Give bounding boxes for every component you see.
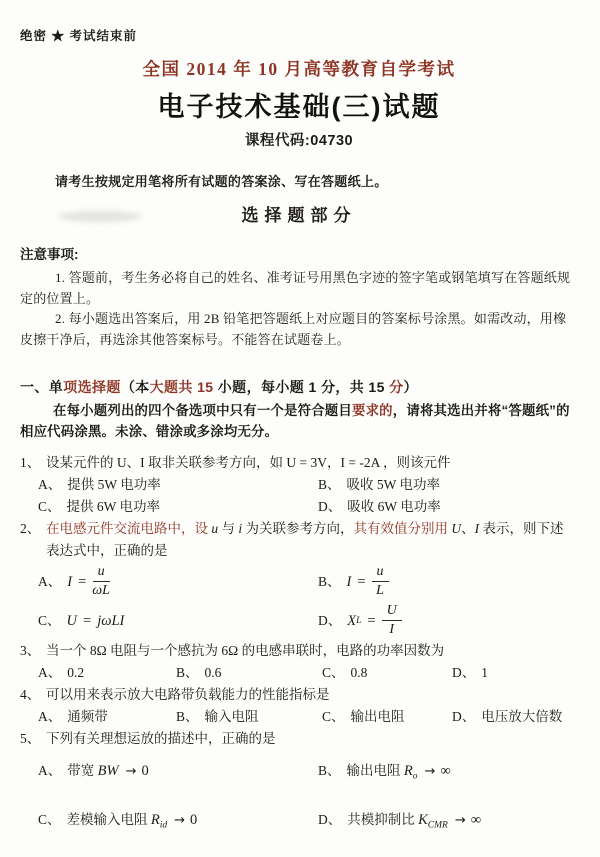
option-label: C、 xyxy=(38,811,61,827)
classification-banner: 绝密 ★ 考试结束前 xyxy=(20,29,137,43)
option-a xyxy=(38,759,318,789)
option-text: 0.2 xyxy=(67,665,85,680)
option-text: 提供 6W 电功率 xyxy=(66,499,161,514)
question-list xyxy=(20,452,578,837)
equals-sign: = xyxy=(367,612,376,629)
question-number: 4、 xyxy=(20,687,41,702)
question-stem: 可以用来表示放大电路带负载能力的性能指标是 xyxy=(46,687,330,702)
arrow-symbol: → xyxy=(454,812,466,828)
question-1-stem-row xyxy=(20,452,578,474)
option-b xyxy=(176,662,322,684)
question-1 xyxy=(20,452,578,518)
question-stem: 下列有关理想运放的描述中，正确的是 xyxy=(46,731,276,746)
option-label: D、 xyxy=(318,499,342,514)
question-3 xyxy=(20,640,578,684)
fraction xyxy=(92,564,110,598)
text-segment: 要求的 xyxy=(352,403,393,418)
question-4-options xyxy=(38,706,578,728)
option-a xyxy=(38,706,176,728)
question-3-stem-row xyxy=(20,640,578,662)
text-segment: ，请将其选出并将“答题纸”的相应代码涂黑。未涂、错涂或多涂均无分。 xyxy=(20,403,570,439)
option-text: 共模抑制比 xyxy=(347,811,419,827)
option-d xyxy=(452,662,578,684)
pen-instruction: 请考生按规定用笔将所有试题的答案涂、写在答题纸上。 xyxy=(55,174,388,189)
text-segment: 、 xyxy=(461,521,475,536)
option-text: 吸收 6W 电功率 xyxy=(347,499,441,514)
text-segment: 与 xyxy=(218,521,239,536)
question-2 xyxy=(20,518,578,640)
option-b xyxy=(318,562,578,601)
question-2-options-row-1 xyxy=(38,562,578,601)
fraction xyxy=(382,603,402,637)
exam-title: 全国 2014 年 10 月高等教育自学考试 xyxy=(142,59,456,79)
formula-lhs: X xyxy=(347,612,357,629)
text-segment: 一、单 xyxy=(20,379,64,395)
option-label: D、 xyxy=(318,811,342,827)
option-text: 0.8 xyxy=(350,665,368,680)
text-segment: 大题共 15 xyxy=(149,379,218,395)
option-label: C、 xyxy=(322,665,345,680)
arrow-symbol: → xyxy=(125,764,137,779)
option-c xyxy=(38,808,318,838)
scan-smudge xyxy=(58,211,142,222)
option-label: B、 xyxy=(318,763,341,778)
math-variable: R xyxy=(403,763,413,779)
option-b xyxy=(176,706,322,728)
option-text: 输入电阻 xyxy=(204,709,259,724)
question-stem: 当一个 8Ω 电阻与一个感抗为 6Ω 的电感串联时，电路的功率因数为 xyxy=(46,643,445,658)
math-variable: R xyxy=(150,811,160,828)
text-segment: 为关联参考方向， xyxy=(242,521,354,536)
question-stem xyxy=(46,518,578,562)
fraction xyxy=(372,564,389,598)
option-b xyxy=(318,474,578,496)
text-segment: 表示，则下述表达式中，正确的是 xyxy=(46,521,564,558)
text-segment: 在电感元件交流电路中，设 xyxy=(46,521,212,536)
formula-rhs: jωLI xyxy=(97,612,125,629)
option-label: A、 xyxy=(38,709,62,724)
question-5-stem-row xyxy=(20,728,578,750)
option-label: B、 xyxy=(318,477,341,492)
math-variable: BW xyxy=(97,763,119,779)
fraction-numerator: u xyxy=(372,564,389,582)
question-5-options-row-2 xyxy=(38,808,578,838)
text-segment: 其有效值分别用 xyxy=(353,521,452,536)
text-segment: 分 xyxy=(389,379,404,395)
formula-lhs: I xyxy=(346,573,352,590)
option-label: B、 xyxy=(176,665,199,680)
notice-item-2: 2. 每小题选出答案后，用 2B 铅笔把答题纸上对应题目的答案标号涂黑。如需改动，用橡皮擦干净后，再选涂其他答案标号。不能答在试题卷上。 xyxy=(20,311,567,347)
paper-title: 电子技术基础(三)试题 xyxy=(157,92,441,122)
option-d xyxy=(318,601,578,640)
equals-sign: = xyxy=(357,573,366,590)
part-title: 选择题部分 xyxy=(241,206,357,225)
option-label: D、 xyxy=(318,612,342,628)
option-c xyxy=(38,496,318,518)
course-code: 课程代码:04730 xyxy=(244,133,354,149)
text-segment: ） xyxy=(403,379,418,395)
fraction-numerator: u xyxy=(93,564,110,582)
option-label: A、 xyxy=(38,763,62,778)
question-4-stem-row xyxy=(20,684,578,706)
option-text: 吸收 5W 电功率 xyxy=(346,477,441,492)
math-variable: K xyxy=(418,811,428,828)
text-segment: 项选择题 xyxy=(63,379,121,395)
option-c xyxy=(38,601,318,640)
limit-value: ∞ xyxy=(440,763,451,779)
formula-lhs: I xyxy=(67,573,73,590)
option-text: 差模输入电阻 xyxy=(66,811,151,827)
question-5-options-row-1 xyxy=(38,759,578,789)
question-number: 5、 xyxy=(20,731,41,746)
option-label: C、 xyxy=(322,709,345,724)
arrow-symbol: → xyxy=(424,764,436,779)
option-label: C、 xyxy=(38,612,61,628)
option-c xyxy=(322,662,452,684)
question-3-options xyxy=(38,662,578,684)
limit-value: 0 xyxy=(141,763,149,779)
section1-intro xyxy=(20,400,578,442)
option-text: 输出电阻 xyxy=(346,763,404,778)
text-segment: u xyxy=(211,521,219,536)
text-segment: U xyxy=(451,521,462,536)
option-text: 带宽 xyxy=(67,763,98,778)
math-subscript: id xyxy=(159,820,168,831)
fraction-denominator: I xyxy=(389,622,394,637)
option-a xyxy=(38,474,318,496)
question-number: 2、 xyxy=(20,521,41,536)
fraction-numerator: U xyxy=(382,603,402,621)
question-2-stem-row xyxy=(20,518,578,562)
option-a xyxy=(38,562,318,601)
option-text: 通频带 xyxy=(67,709,108,724)
section1-heading xyxy=(20,377,578,397)
equals-sign: = xyxy=(83,612,92,629)
question-number: 1、 xyxy=(20,455,41,470)
option-label: A、 xyxy=(38,573,62,589)
option-text: 提供 5W 电功率 xyxy=(67,477,161,492)
arrow-symbol: → xyxy=(174,812,186,828)
equals-sign: = xyxy=(78,573,87,590)
question-2-options-row-2 xyxy=(38,601,578,640)
limit-value: 0 xyxy=(190,811,198,828)
option-label: B、 xyxy=(176,709,199,724)
math-subscript: o xyxy=(412,771,418,782)
formula-lhs: U xyxy=(66,612,77,629)
fraction-denominator: L xyxy=(376,583,384,598)
text-segment: （本 xyxy=(120,379,150,395)
option-text: 0.6 xyxy=(204,665,222,680)
text-segment: 小题，每小题 1 分，共 15 xyxy=(217,379,390,395)
question-5 xyxy=(20,728,578,837)
question-number: 3、 xyxy=(20,643,41,658)
option-d xyxy=(452,706,578,728)
text-segment: i xyxy=(238,521,243,536)
notice-title: 注意事项: xyxy=(20,247,79,262)
option-label: D、 xyxy=(452,709,476,724)
option-a xyxy=(38,662,176,684)
notice-item-1: 1. 答题前，考生务必将自己的姓名、准考证号用黑色字迹的签字笔或钢笔填写在答题纸规定的位置上。 xyxy=(20,270,571,306)
limit-value: ∞ xyxy=(470,811,482,828)
option-text: 输出电阻 xyxy=(350,709,405,724)
question-1-options xyxy=(38,474,578,518)
option-label: C、 xyxy=(38,499,61,514)
math-subscript: CMR xyxy=(427,820,448,831)
option-d xyxy=(318,496,578,518)
formula-lhs-subscript: L xyxy=(356,615,362,626)
option-b xyxy=(318,759,578,789)
text-segment: 在每小题列出的四个备选项中只有一个是符合题目 xyxy=(53,403,352,418)
option-c xyxy=(322,706,452,728)
fraction-denominator: ωL xyxy=(92,583,110,598)
option-label: B、 xyxy=(318,573,341,589)
option-label: A、 xyxy=(38,477,62,492)
question-4 xyxy=(20,684,578,728)
option-label: D、 xyxy=(452,665,476,680)
option-d xyxy=(318,808,578,838)
option-text: 电压放大倍数 xyxy=(481,709,563,724)
option-text: 1 xyxy=(481,665,488,680)
question-stem: 设某元件的 U、I 取非关联参考方向，如 U = 3V，I = -2A ，则该元件 xyxy=(46,455,451,470)
option-label: A、 xyxy=(38,665,62,680)
text-segment: I xyxy=(474,521,480,536)
